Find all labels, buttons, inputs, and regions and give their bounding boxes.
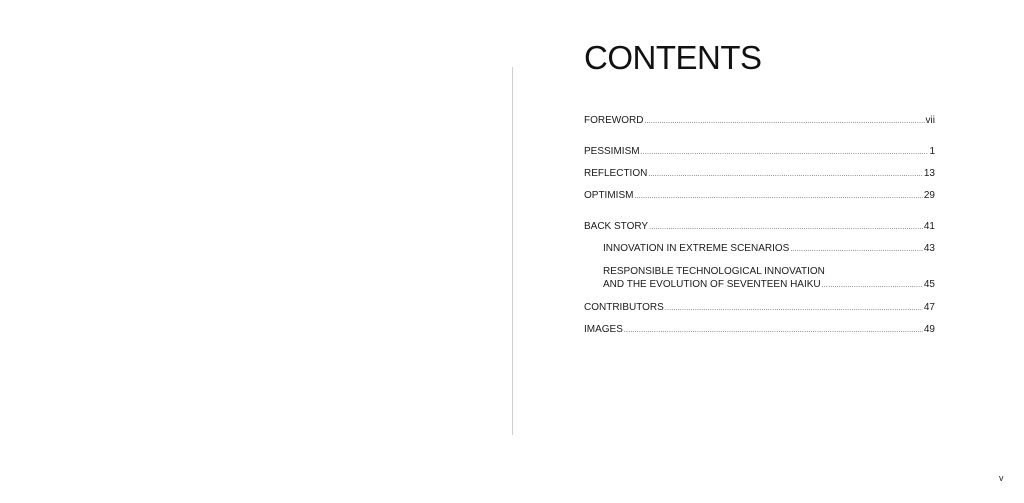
dot-leader: [790, 243, 923, 256]
dot-leader: [634, 190, 922, 203]
toc-entry-reflection[interactable]: [584, 167, 935, 181]
toc-page-number: vii: [925, 115, 935, 126]
toc-entry-innovation-in-extreme-scenarios[interactable]: [603, 242, 935, 256]
toc-page-number: 43: [923, 243, 935, 254]
table-of-contents: [584, 0, 935, 503]
toc-entry-label: PESSIMISM: [584, 146, 640, 157]
page-gutter-divider: [512, 67, 513, 435]
toc-entry-responsible-innovation-line1[interactable]: RESPONSIBLE TECHNOLOGICAL INNOVATION: [603, 266, 825, 277]
toc-page-number: 45: [923, 279, 935, 290]
toc-entry-label: IMAGES: [584, 324, 623, 335]
toc-entry-pessimism[interactable]: [584, 145, 935, 159]
toc-entry-label: BACK STORY: [584, 221, 649, 232]
toc-entry-contributors[interactable]: [584, 301, 935, 315]
toc-page-number: 49: [923, 324, 935, 335]
toc-page-number: 1: [929, 146, 935, 157]
toc-entry-responsible-innovation[interactable]: [603, 278, 935, 292]
toc-page-number: 13: [923, 168, 935, 179]
dot-leader: [649, 221, 923, 234]
dot-leader: [644, 115, 924, 128]
dot-leader: [665, 302, 923, 315]
toc-page-number: 29: [923, 190, 935, 201]
dot-leader: [648, 168, 923, 181]
toc-entry-label: INNOVATION IN EXTREME SCENARIOS: [603, 243, 790, 254]
toc-entry-label: CONTRIBUTORS: [584, 302, 664, 313]
page-folio-number: v: [999, 473, 1004, 483]
dot-leader: [822, 279, 923, 292]
toc-entry-optimism[interactable]: [584, 189, 935, 203]
toc-entry-label: FOREWORD: [584, 115, 644, 126]
toc-entry-label: REFLECTION: [584, 168, 648, 179]
toc-page-number: 47: [923, 302, 935, 313]
dot-leader: [641, 146, 929, 159]
dot-leader: [624, 324, 923, 337]
page-title: CONTENTS: [584, 39, 762, 76]
toc-entry-back-story[interactable]: [584, 220, 935, 234]
toc-entry-label: OPTIMISM: [584, 190, 634, 201]
toc-entry-images[interactable]: [584, 323, 935, 337]
toc-page-number: 41: [923, 221, 935, 232]
toc-entry-label: AND THE EVOLUTION OF SEVENTEEN HAIKU: [603, 279, 821, 290]
toc-entry-foreword[interactable]: [584, 114, 935, 128]
